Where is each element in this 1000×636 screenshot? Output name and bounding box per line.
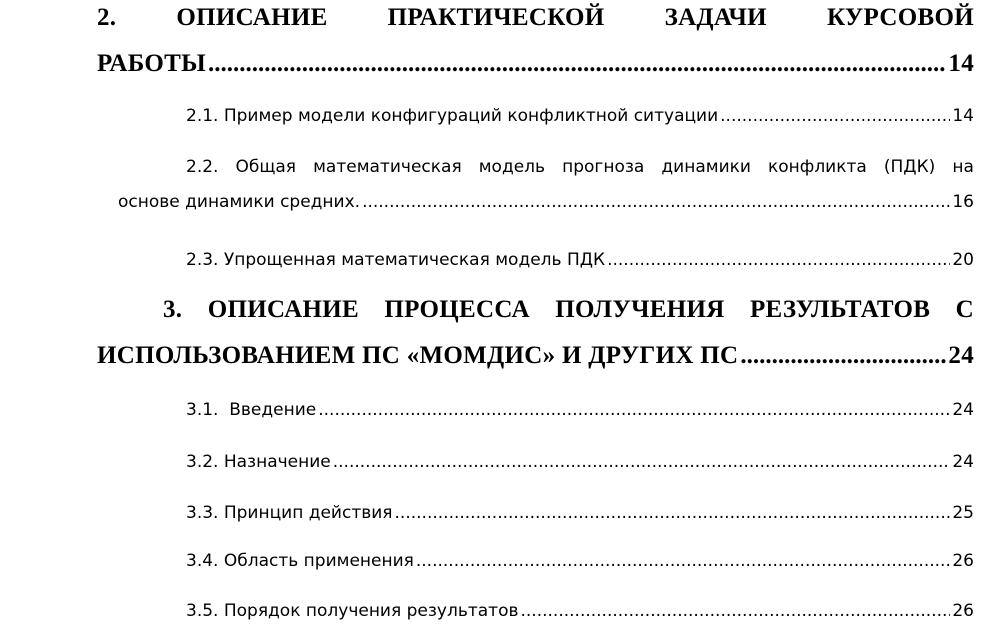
entry-label: 3.1. Введение <box>186 400 317 420</box>
page-number: 14 <box>948 50 974 77</box>
dot-leader <box>208 50 946 78</box>
toc-entry-3-4[interactable] <box>186 551 974 571</box>
section-number: 2. <box>97 4 117 31</box>
entry-label-word: прогноза <box>562 157 645 177</box>
section-title-word: ОПИСАНИЕ <box>207 296 359 323</box>
page-number: 24 <box>952 452 974 472</box>
dot-leader <box>318 400 950 420</box>
dot-leader <box>740 342 946 370</box>
dot-leader <box>333 452 951 472</box>
entry-label: 3.5. Порядок получения результатов <box>186 601 519 621</box>
dot-leader <box>607 250 950 270</box>
toc-section-2 <box>97 4 974 84</box>
toc-entry-2-1[interactable] <box>186 106 974 126</box>
page-number: 25 <box>952 503 974 523</box>
toc-entry-3-3[interactable] <box>186 503 974 523</box>
dot-leader <box>521 601 951 621</box>
entry-label-word: (ПДК) <box>883 157 936 177</box>
entry-label-word: 2.2. <box>186 157 219 177</box>
section-title-word: КУРСОВОЙ <box>826 4 974 31</box>
toc-entry-3-1[interactable] <box>186 400 974 420</box>
section-title-word: РЕЗУЛЬТАТОВ <box>749 296 931 323</box>
page-number: 14 <box>952 106 974 126</box>
section-title-word: ПОЛУЧЕНИЯ <box>555 296 725 323</box>
entry-label-word: модель <box>478 157 546 177</box>
page-number: 26 <box>952 551 974 571</box>
entry-label-word: Общая <box>235 157 297 177</box>
section-title-continuation: РАБОТЫ <box>97 50 206 77</box>
section-title-continuation: ИСПОЛЬЗОВАНИЕМ ПС «МОМДИС» И ДРУГИХ ПС <box>97 342 739 369</box>
entry-label-word: математическая <box>313 157 462 177</box>
entry-label-word: динамики <box>661 157 751 177</box>
entry-label: 3.3. Принцип действия <box>186 503 393 523</box>
entry-label: 2.3. Упрощенная математическая модель ПДК <box>186 250 606 270</box>
entry-label: 2.1. Пример модели конфигураций конфликтной ситуации <box>186 106 719 126</box>
dot-leader <box>362 192 950 212</box>
page-number: 26 <box>952 601 974 621</box>
entry-label-word: на <box>952 157 974 177</box>
section-title-word: ПРОЦЕССА <box>384 296 530 323</box>
section-title-word: ОПИСАНИЕ <box>176 4 328 31</box>
page-number: 24 <box>948 342 974 369</box>
entry-label: 3.2. Назначение <box>186 452 331 472</box>
toc-section-3 <box>97 296 974 376</box>
section-number: 3. <box>163 296 183 323</box>
dot-leader <box>395 503 951 523</box>
entry-label-word: конфликта <box>768 157 867 177</box>
entry-label-continuation: основе динамики средних. <box>118 192 361 212</box>
toc-entry-3-2[interactable] <box>186 452 974 472</box>
entry-label: 3.4. Область применения <box>186 551 414 571</box>
page-number: 24 <box>952 400 974 420</box>
page-number: 20 <box>952 250 974 270</box>
toc-entry-3-5[interactable] <box>186 601 974 621</box>
toc-entry-2-2[interactable] <box>118 157 974 212</box>
dot-leader <box>416 551 950 571</box>
section-title-word: С <box>955 296 974 323</box>
toc-entry-2-3[interactable] <box>186 250 974 270</box>
section-title-word: ЗАДАЧИ <box>664 4 767 31</box>
section-title-word: ПРАКТИЧЕСКОЙ <box>387 4 605 31</box>
page-number: 16 <box>952 192 974 212</box>
dot-leader <box>720 106 950 126</box>
